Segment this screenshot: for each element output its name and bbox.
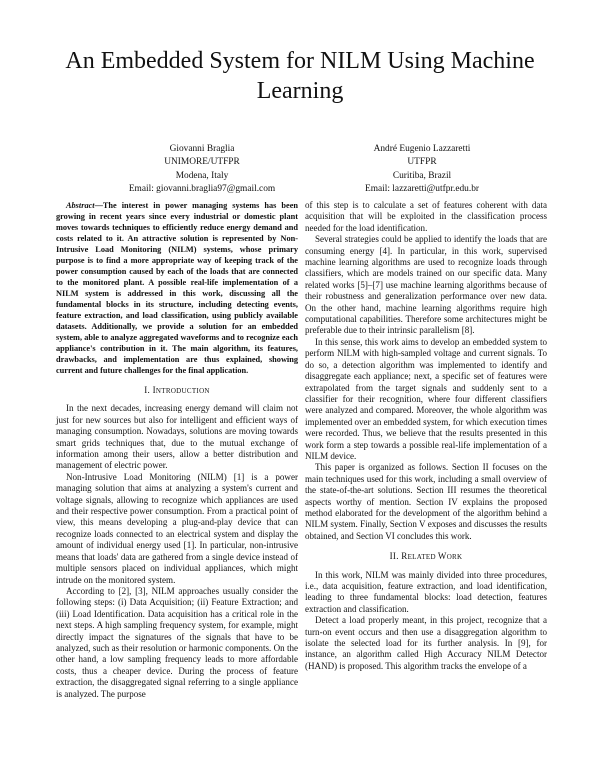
paragraph: of this step is to calculate a set of features coherent with data acquisition that will be exploited in the classification process needed for the load identification. <box>305 200 547 233</box>
author-location: Curitiba, Brazil <box>392 170 452 181</box>
paragraph: This paper is organized as follows. Section II focuses on the main techniques used for this work, including a small overview of the state-of-the-art solutions. Section III resumes the theoretical aspects worthy of mention. Section IV explains the proposed method elaborated for the development of the algorithm behind a NILM system. Finally, Section V exposes and discusses the results obtained, and Section VI concludes this work. <box>305 462 547 541</box>
paper-title: An Embedded System for NILM Using Machine Learning <box>65 48 535 104</box>
paragraph: In the next decades, increasing energy demand will claim not just for new sources but also for intelligent and efficient ways of managing consumption. Nowadays, solutions are moving towards smart grids techniques that, due to the mutual exchange of information among their users, allow a better distribution and management of electric power. <box>56 403 298 471</box>
abstract-label: Abstract <box>66 201 95 210</box>
paragraph: In this sense, this work aims to develop an embedded system to perform NILM with high-sampled voltage and current signals. To do so, a detection algorithm was implemented to identify and disaggregate each appliance; next, a specific set of features were extrapolated from the target signals and suddenly sent to a classifier for their recognition, where four different classifiers were analyzed and compared. Moreover, the whole algorithm was implemented over an embedded system, for which execution times were recorded. Thus, we believe that the results presented in this work form a step towards a possible real-life implementation of a NILM device. <box>305 336 547 461</box>
author-name: André Eugenio Lazzaretti <box>373 144 471 154</box>
author-location: Modena, Italy <box>175 170 229 181</box>
author-block-1 <box>82 143 322 196</box>
right-column <box>305 200 547 672</box>
section-heading-related-work: II. RELATED WORK <box>389 551 463 562</box>
author-email: Email: lazzaretti@utfpr.edu.br <box>364 183 480 194</box>
paragraph: Detect a load properly meant, in this project, recognize that a turn-on event occurs and then use a disaggregation algorithm to isolate the selected load for its further analysis. In [9], for instance, an algorithm called High Accuracy NILM Detector (HAND) is proposed. This algorithm tracks the envelope of a <box>305 615 547 671</box>
paragraph: Non-Intrusive Load Monitoring (NILM) [1] is a power managing solution that aims at analyzing a system's current and voltage signals, allowing to recognize which appliances are used and their respective power consumption. From a practical point of view, this means developing a plug-and-play device that can recognize loads connected to an electrical system and display the amount of individual energy used [1]. In particular, non-intrusive means that loads' data are gathered from a single device instead of multiple sensors placed on individual appliances, which might intrude on the monitored system. <box>56 471 298 585</box>
author-affiliation: UNIMORE/UTFPR <box>164 157 240 168</box>
author-affiliation: UTFPR <box>407 157 437 168</box>
paragraph: In this work, NILM was mainly divided into three procedures, i.e., data acquisition, feature extraction, and load identification, leading to three fundamental blocks: load detection, features extraction and classification. <box>305 569 547 614</box>
author-name: Giovanni Braglia <box>169 144 235 154</box>
paragraph: According to [2], [3], NILM approaches usually consider the following steps: (i) Data Acquisition; (ii) Feature Extraction; and (iii) Load Identification. Data acquisition has a critical role in the next steps. A high sampling frequency system, for example, might directly impact the signatures of the signals that have to be analyzed, such as their resolution or harmonic components. On the other hand, a low sampling frequency leads to more affordable costs, thus a cheaper device. During the process of feature extraction, the disaggregated signal referring to a single appliance is analyzed. The purpose <box>56 585 298 699</box>
abstract <box>56 200 298 376</box>
author-block-2 <box>302 143 542 196</box>
paragraph: Several strategies could be applied to identify the loads that are consuming energy [4]. In particular, in this work, supervised machine learning algorithms are used to recognize loads through classifiers, which are models trained on our specific data. Many related works [5]–[7] use machine learning algorithms because of their robustness and generalization performance over new data. On the other hand, machine learning algorithms require high computational capabilities. Therefore some architectures might be preferable due to their intrinsic parallelism [8]. <box>305 234 547 336</box>
abstract-text: —The interest in power managing systems has been growing in recent years since every industrial or domestic plant moves towards techniques to efficiently reduce energy demand and costs related to it. An attractive solution is represented by Non-Intrusive Load Monitoring (NILM) systems, whose primary purpose is to find a more appropriate way of keeping track of the power consumption caused by each of the loads that are connected to the monitored plant. A possible real-life implementation of a NILM system is addressed in this work, discussing all the fundamental blocks in its structure, including detecting events, feature extraction, and load classification, using publicly available datasets. Additionally, we provide a solution for an embedded system, able to analyze aggregated waveforms and to recognize each appliance's contribution in it. The main algorithm, its features, drawbacks, and implementation are thus explained, showing current and future challenges for the final application. <box>56 201 298 375</box>
section-heading-introduction: I. INTRODUCTION <box>144 385 210 395</box>
author-email: Email: giovanni.braglia97@gmail.com <box>128 183 276 194</box>
left-column <box>56 200 298 700</box>
